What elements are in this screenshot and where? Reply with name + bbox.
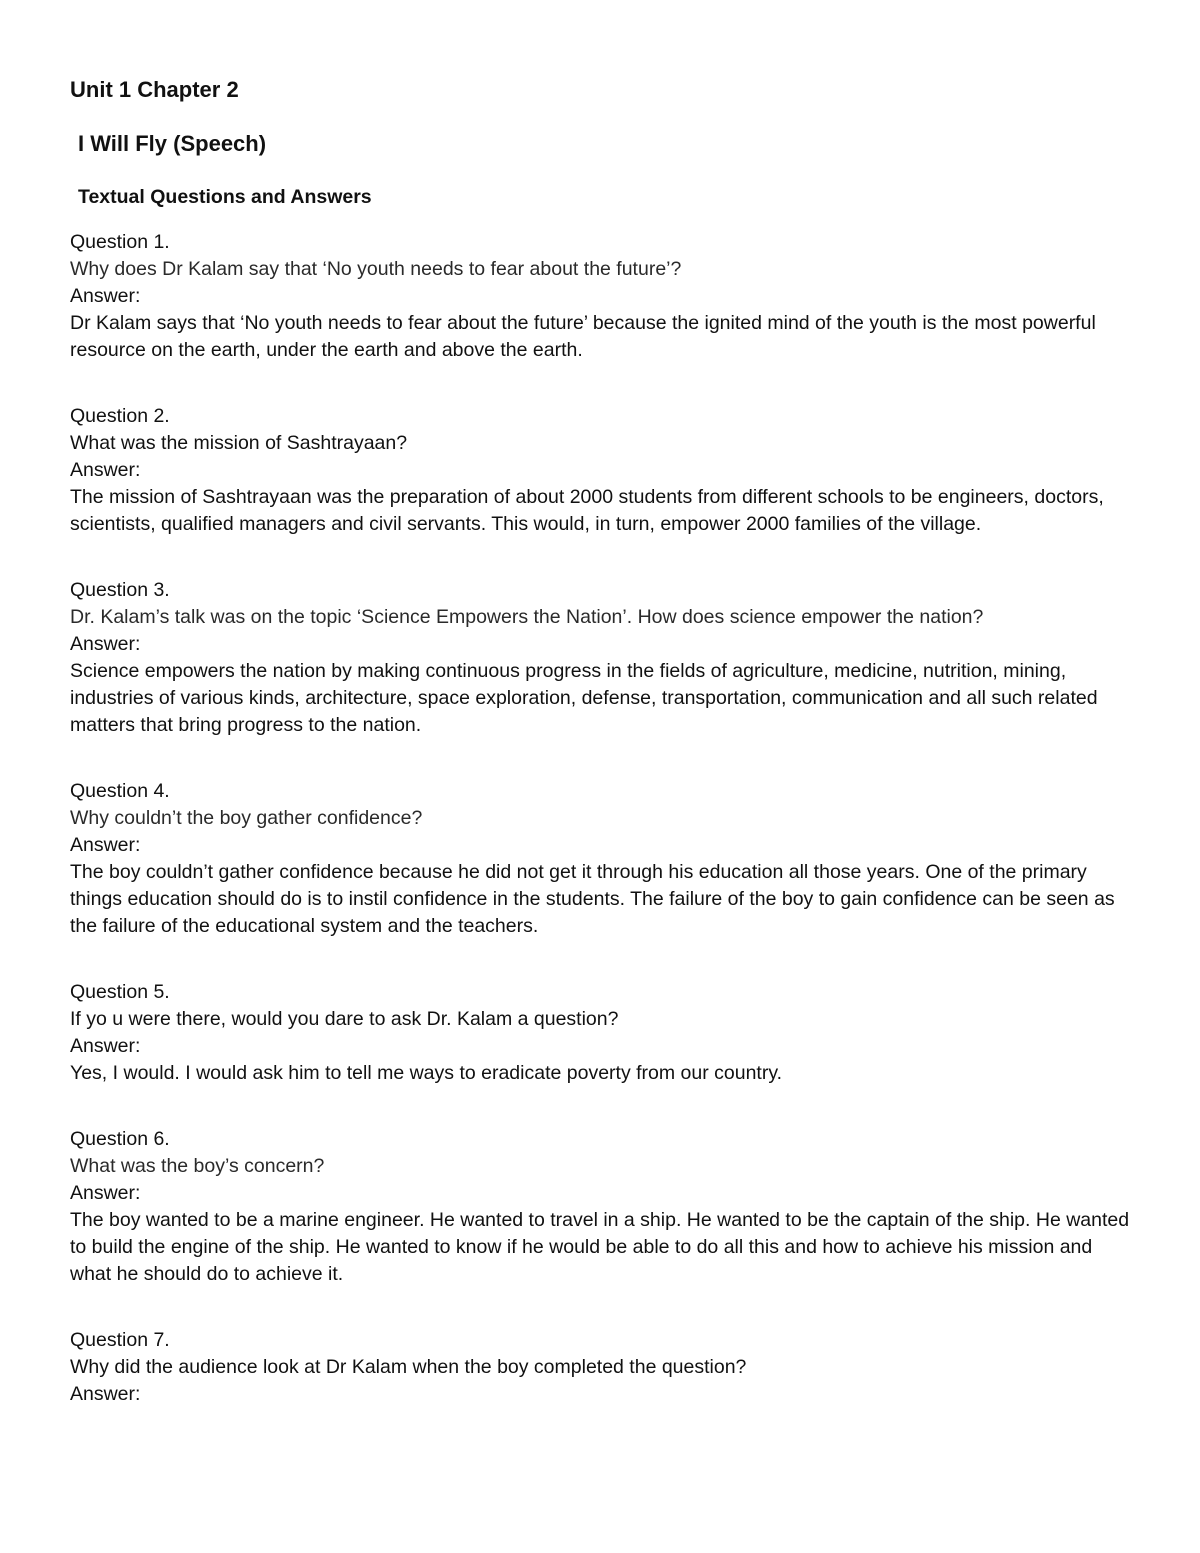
question-text: Why did the audience look at Dr Kalam when the boy completed the question? [70,1356,747,1378]
qa-block-4 [70,778,1130,940]
question-text: Why couldn’t the boy gather confidence? [70,807,423,829]
chapter-title: I Will Fly (Speech) [78,131,267,156]
qa-block-5 [70,979,1130,1087]
question-label: Question 1. [70,231,170,253]
question-text: If yo u were there, would you dare to ask Dr. Kalam a question? [70,1008,619,1030]
question-text: What was the boy’s concern? [70,1155,325,1177]
question-text: Why does Dr Kalam say that ‘No youth needs to fear about the future’? [70,258,682,280]
answer-label: Answer: [70,1035,141,1057]
answer-label: Answer: [70,834,141,856]
answer-text: The mission of Sashtrayaan was the preparation of about 2000 students from different schools to be engineers, doctors, scientists, qualified managers and civil servants. This would, in turn, empower 2000 families of the village. [70,486,1104,535]
section-title: Textual Questions and Answers [78,186,372,208]
qa-block-1 [70,229,1130,364]
question-label: Question 4. [70,780,170,802]
answer-text: Dr Kalam says that ‘No youth needs to fear about the future’ because the ignited mind of the youth is the most powerful resource on the earth, under the earth and above the earth. [70,312,1096,361]
qa-block-3 [70,577,1130,739]
qa-block-7 [70,1327,1130,1408]
answer-label: Answer: [70,1182,141,1204]
question-text: Dr. Kalam’s talk was on the topic ‘Science Empowers the Nation’. How does science empower the nation? [70,606,984,628]
unit-title: Unit 1 Chapter 2 [70,77,239,102]
qa-block-6 [70,1126,1130,1288]
question-label: Question 6. [70,1128,170,1150]
answer-label: Answer: [70,459,141,481]
qa-block-2 [70,403,1130,538]
question-text: What was the mission of Sashtrayaan? [70,432,408,454]
answer-text: The boy couldn’t gather confidence because he did not get it through his education all those years. One of the primary things education should do is to instil confidence in the students. The failure of the boy to gain confidence can be seen as the failure of the educational system and the teachers. [70,861,1115,937]
question-label: Question 3. [70,579,170,601]
answer-text: The boy wanted to be a marine engineer. He wanted to travel in a ship. He wanted to be the captain of the ship. He wanted to build the engine of the ship. He wanted to know if he would be able to do all this and how to achieve his mission and what he should do to achieve it. [70,1209,1130,1285]
question-label: Question 7. [70,1329,170,1351]
answer-label: Answer: [70,285,141,307]
question-label: Question 2. [70,405,170,427]
answer-label: Answer: [70,1383,141,1405]
answer-text: Science empowers the nation by making continuous progress in the fields of agriculture, medicine, nutrition, mining, industries of various kinds, architecture, space exploration, defense, transportation, communication and all such related matters that bring progress to the nation. [70,660,1098,736]
answer-label: Answer: [70,633,141,655]
question-label: Question 5. [70,981,170,1003]
answer-text: Yes, I would. I would ask him to tell me ways to eradicate poverty from our country. [70,1062,783,1084]
